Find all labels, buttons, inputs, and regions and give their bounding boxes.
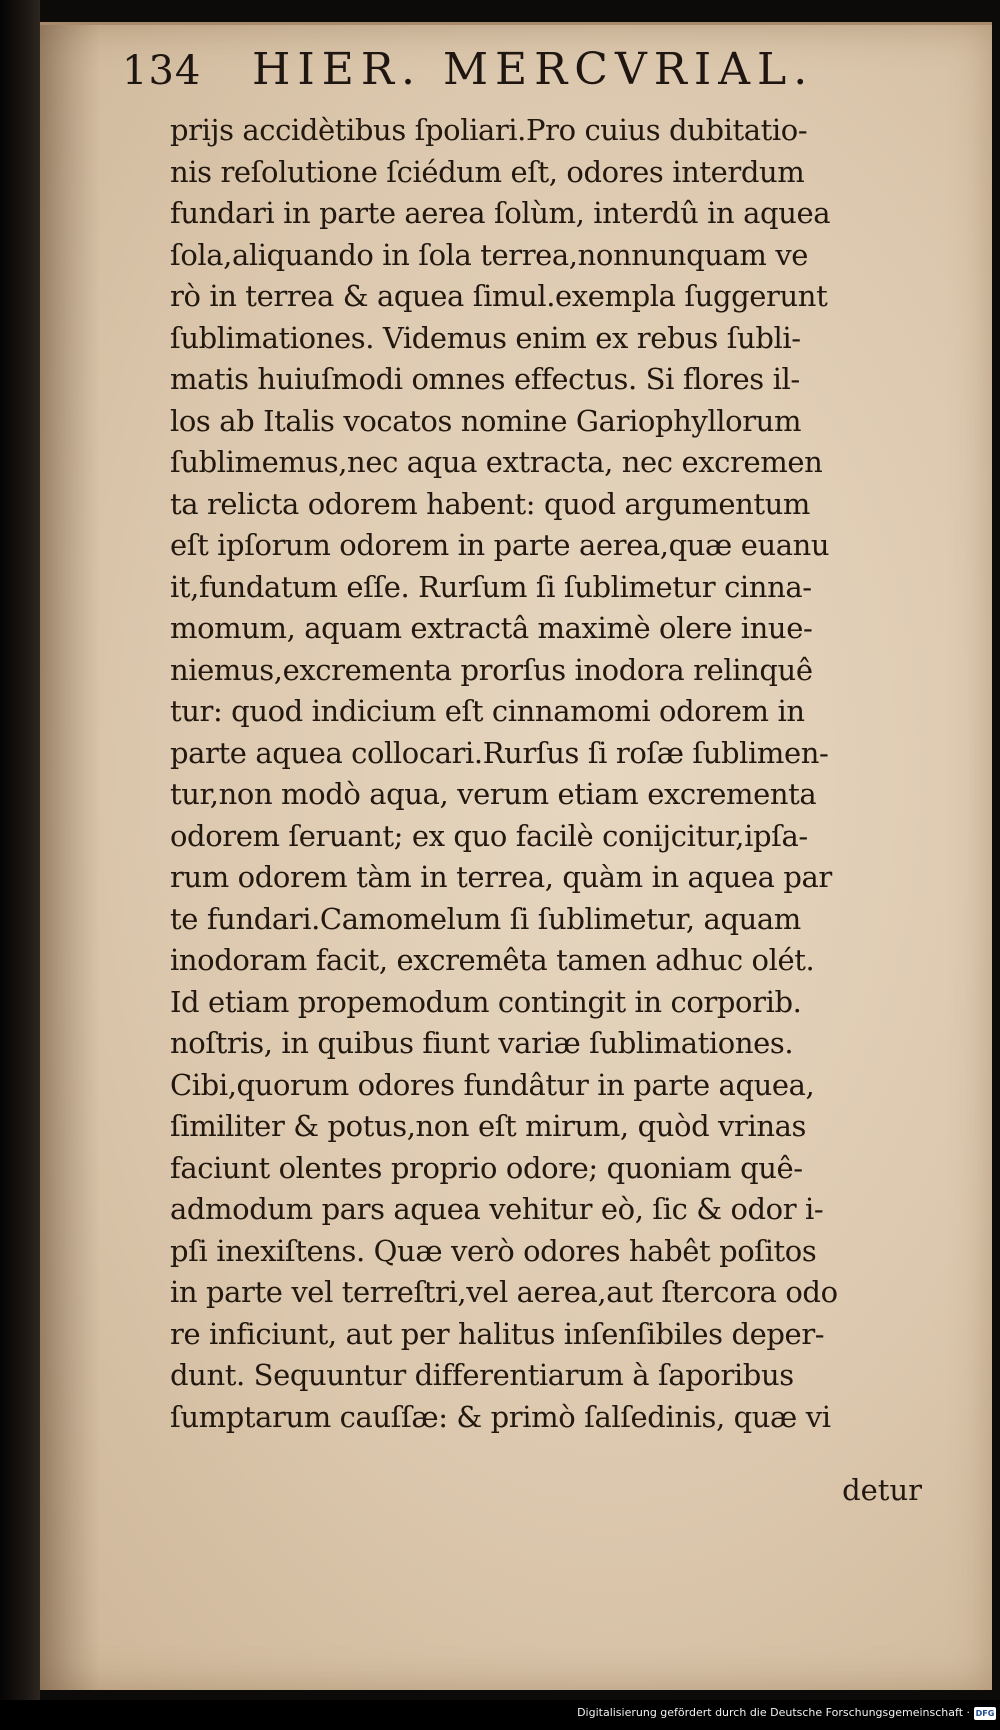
page-header	[122, 40, 922, 110]
text-line: Id etiam propemodum contingit in corporib.	[170, 984, 802, 1019]
body-text	[170, 110, 930, 1438]
text-line: fundari in parte aerea ſolùm, interdû in aquea	[170, 196, 831, 230]
text-line: re inficiunt, aut per halitus inſenſibiles deper-	[170, 1316, 825, 1351]
text-line: faciunt olentes proprio odore; quoniam quê-	[170, 1150, 803, 1185]
text-line: matis huiuſmodi omnes effectus. Si flores il-	[170, 362, 800, 396]
running-head: HIER. MERCVRIAL.	[252, 44, 815, 95]
text-line: los ab Italis vocatos nomine Gariophyllorum	[170, 403, 802, 438]
digitization-footer	[0, 1700, 1000, 1730]
text-line: ſumptarum cauſſæ: & primò ſalſedinis, quæ vi	[170, 1399, 831, 1434]
text-line: noſtris, in quibus fiunt variæ ſublimationes.	[170, 1026, 794, 1060]
text-line: te fundari.Camomelum ſi ſublimetur, aquam	[170, 901, 801, 936]
text-line: tur: quod indicium eſt cinnamomi odorem in	[170, 694, 805, 728]
funding-credit: Digitalisierung gefördert durch die Deutsche Forschungsgemeinschaft ·	[577, 1706, 970, 1719]
text-line: momum, aquam extractâ maximè olere inue-	[170, 611, 813, 645]
text-line: eſt ipſorum odorem in parte aerea,quæ euanu	[170, 528, 830, 562]
text-line: ſublimationes. Videmus enim ex rebus ſubli-	[170, 320, 801, 355]
text-line: niemus,excrementa prorſus inodora relinquê	[170, 652, 813, 687]
text-line: tur,non modò aqua, verum etiam excrementa	[170, 777, 817, 811]
text-line: Cibi,quorum odores fundâtur in parte aquea,	[170, 1067, 815, 1102]
text-line: rum odorem tàm in terrea, quàm in aquea par	[170, 860, 832, 894]
text-line: ta relicta odorem habent: quod argumentum	[170, 486, 811, 521]
text-line: inodoram facit, excremêta tamen adhuc olét.	[170, 943, 815, 977]
text-line: ſimiliter & potus,non eſt mirum, quòd vrinas	[170, 1109, 807, 1143]
book-binding-edge	[0, 0, 40, 1730]
page-number: 134	[122, 48, 202, 94]
text-line: parte aquea collocari.Rurſus ſi roſæ ſublimen-	[170, 735, 829, 770]
text-line: dunt. Sequuntur differentiarum à ſaporibus	[170, 1358, 794, 1392]
text-line: in parte vel terreſtri,vel aerea,aut ſtercora odo	[170, 1275, 838, 1309]
catchword: detur	[842, 1473, 922, 1507]
text-line: it,fundatum eſſe. Rurſum ſi ſublimetur cinna-	[170, 569, 812, 604]
text-line: prijs accidètibus ſpoliari.Pro cuius dubitatio-	[170, 113, 808, 147]
text-line: ſola,aliquando in ſola terrea,nonnunquam ve	[170, 237, 809, 272]
text-line: nis reſolutione ſciédum eſt, odores interdum	[170, 154, 805, 189]
text-line: admodum pars aquea vehitur eò, ſic & odor i-	[170, 1192, 824, 1226]
dfg-logo: DFG	[975, 1709, 995, 1718]
text-line: ſublimemus,nec aqua extracta, nec excremen	[170, 445, 823, 479]
text-line: rò in terrea & aquea ſimul.exempla ſuggerunt	[170, 279, 828, 313]
text-line: pſi inexiſtens. Quæ verò odores habêt poſitos	[170, 1233, 817, 1268]
text-line: odorem ſeruant; ex quo facilè conijcitur,ipſa-	[170, 818, 808, 853]
